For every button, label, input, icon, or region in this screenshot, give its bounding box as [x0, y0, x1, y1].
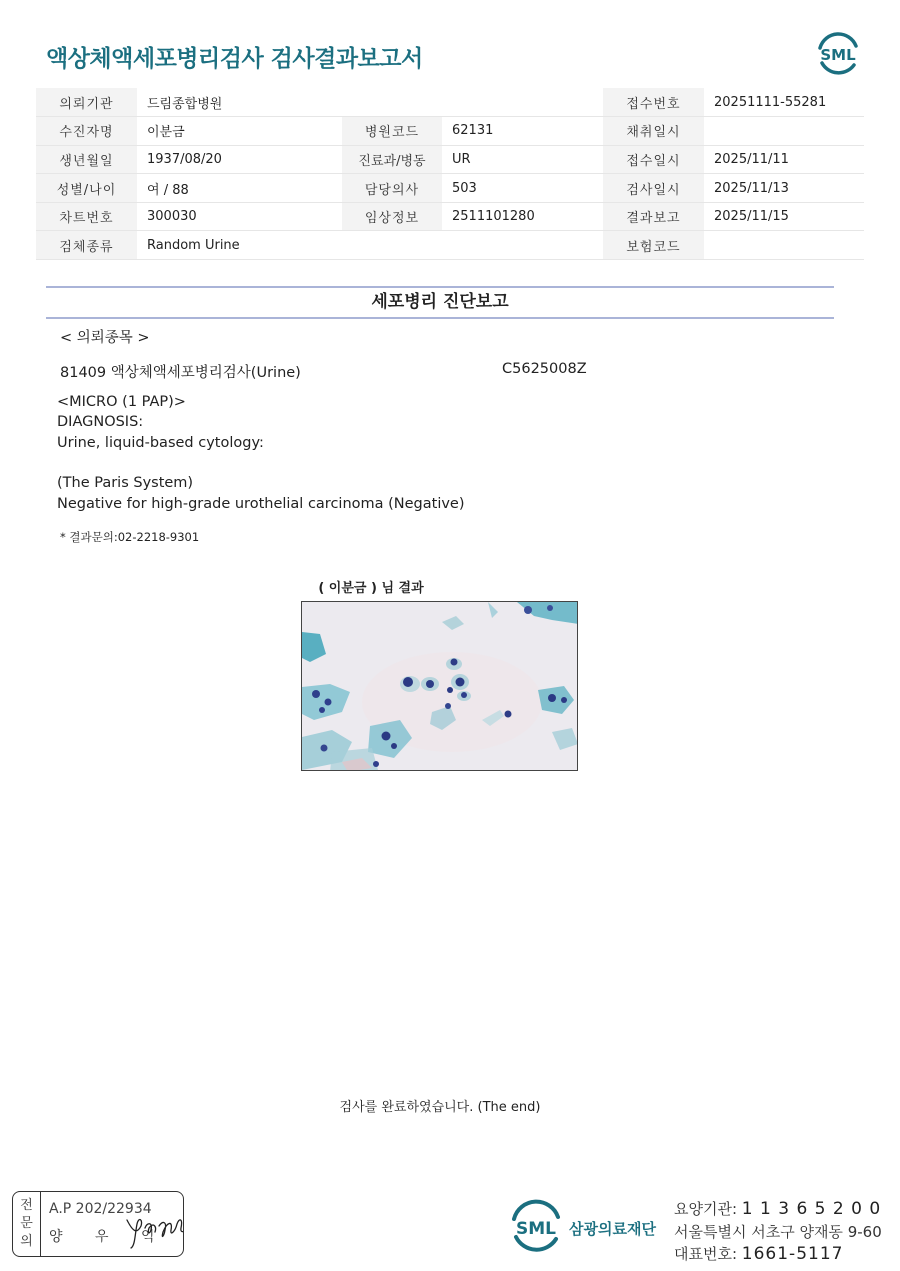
info-row [36, 202, 864, 231]
org-label: 의뢰기관 [36, 88, 137, 117]
end-text: 검사를 완료하였습니다. (The end) [339, 1100, 541, 1115]
dept-label: 진료과/병동 [342, 145, 442, 174]
footer-code-value: 1 1 3 6 5 2 0 0 [741, 1199, 882, 1219]
info-row [36, 231, 864, 260]
sml-footer-logo-icon [508, 1197, 564, 1255]
footer-phone-value: 1661-5117 [741, 1244, 844, 1264]
hospital-code-label: 병원코드 [342, 117, 442, 146]
org-value: 드림종합병원 [137, 88, 603, 117]
info-row [36, 117, 864, 146]
test-name: 81409 액상체액세포병리검사(Urine) [60, 365, 301, 381]
sml-footer-logo-text: SML [516, 1219, 556, 1239]
report-date-label: 결과보고 [603, 202, 704, 231]
collect-date-label: 채취일시 [603, 117, 704, 146]
clinical-value: 2511101280 [442, 202, 603, 231]
sex-age-value: 여 / 88 [137, 174, 342, 203]
dept-value: UR [442, 145, 603, 174]
pathologist-stamp [12, 1191, 184, 1257]
receipt-no-value: 20251111-55281 [704, 88, 864, 117]
footer-code-label: 요양기관: [674, 1200, 738, 1218]
footer-address: 서울특별시 서초구 양재동 9-60 [674, 1223, 882, 1241]
collect-date-value [704, 117, 864, 146]
footer-phone-label: 대표번호: [674, 1245, 738, 1263]
diagnosis-result-line: Negative for high-grade urothelial carcinoma (Negative) [57, 496, 465, 512]
chart-label: 차트번호 [36, 202, 137, 231]
test-code: C5625008Z [502, 361, 587, 377]
patient-value: 이분금 [137, 117, 342, 146]
receipt-no-label: 접수번호 [603, 88, 704, 117]
stamp-doctor-name: 양 우 익 [49, 1229, 169, 1245]
micrograph-drawing [302, 602, 578, 771]
footer-org-name: 삼광의료재단 [569, 1220, 656, 1238]
section-title: 세포병리 진단보고 [371, 292, 509, 312]
inquiry-phone: * 결과문의:02-2218-9301 [60, 530, 200, 544]
image-caption: ( 이분금 ) 님 결과 [318, 581, 424, 596]
sml-logo-text: SML [820, 46, 856, 64]
insurance-label: 보험코드 [603, 231, 704, 260]
section-rule-bottom [46, 317, 834, 319]
footer-code-line [674, 1198, 881, 1219]
doctor-value: 503 [442, 174, 603, 203]
receipt-date-label: 접수일시 [603, 145, 704, 174]
report-title: 액상체액세포병리검사 검사결과보고서 [46, 46, 423, 72]
stamp-side-label [13, 1192, 41, 1256]
insurance-value [704, 231, 864, 260]
patient-label: 수진자명 [36, 117, 137, 146]
stamp-ap-number: A.P 202/22934 [49, 1201, 152, 1217]
dob-label: 생년월일 [36, 145, 137, 174]
patient-info-table [36, 88, 864, 260]
info-row [36, 145, 864, 174]
sml-logo-icon [814, 30, 862, 76]
sex-age-label: 성별/나이 [36, 174, 137, 203]
chart-value: 300030 [137, 202, 342, 231]
clinical-label: 임상정보 [342, 202, 442, 231]
receipt-date-value: 2025/11/11 [704, 145, 864, 174]
info-row [36, 174, 864, 203]
request-heading: < 의뢰종목 > [60, 330, 150, 346]
diagnosis-line: DIAGNOSIS: [57, 414, 144, 430]
cytology-micrograph [301, 601, 578, 771]
hospital-code-value: 62131 [442, 117, 603, 146]
exam-date-label: 검사일시 [603, 174, 704, 203]
specimen-label: 검체종류 [36, 231, 137, 260]
specimen-value: Random Urine [137, 231, 603, 260]
dob-value: 1937/08/20 [137, 145, 342, 174]
micro-line: <MICRO (1 PAP)> [57, 394, 186, 410]
exam-date-value: 2025/11/13 [704, 174, 864, 203]
footer-phone-line [674, 1243, 843, 1264]
signature-icon [123, 1206, 184, 1250]
stamp-side-text: 전 문 의 [20, 1198, 33, 1249]
info-row [36, 88, 864, 117]
doctor-label: 담당의사 [342, 174, 442, 203]
paris-system-line: (The Paris System) [57, 475, 194, 491]
report-date-value: 2025/11/15 [704, 202, 864, 231]
specimen-line: Urine, liquid-based cytology: [57, 435, 264, 451]
